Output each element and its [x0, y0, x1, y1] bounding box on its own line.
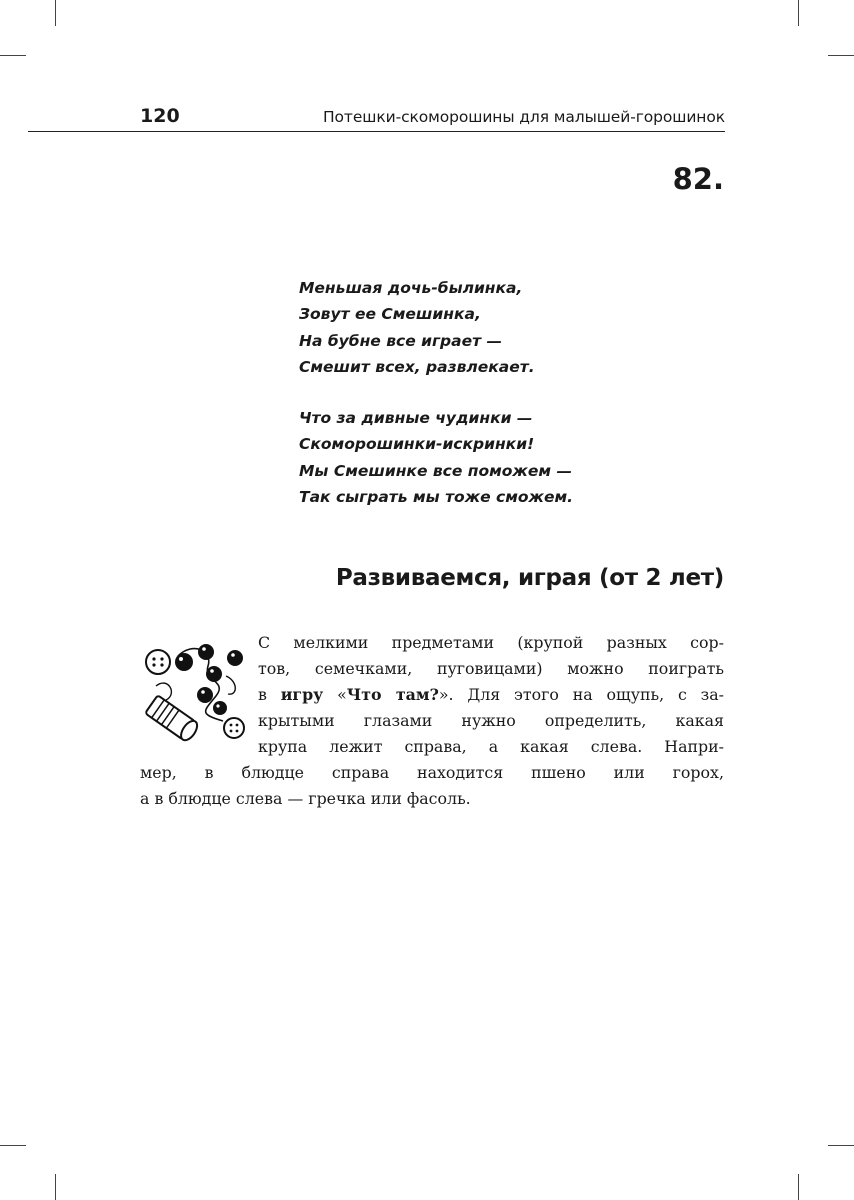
poem-line: На бубне все играет — [299, 331, 503, 350]
paragraph-line: крупа лежит справа, а какая слева. Напри- [258, 737, 724, 756]
running-title: Потешки-скоморошины для малышей-горошинок [322, 108, 725, 126]
crop-mark-left-top [0, 55, 26, 56]
paragraph-line: а в блюдце слева — гречка или фасоль. [140, 789, 471, 808]
section-paragraph [140, 630, 724, 812]
running-header [28, 103, 725, 132]
paragraph-line: крытыми глазами нужно определить, какая [258, 711, 724, 730]
paragraph-line: С мелкими предметами (крупой разных сор- [258, 633, 724, 652]
crop-mark-bottom-left [55, 1174, 56, 1200]
crop-mark-right-bottom [828, 1145, 854, 1146]
section-title: Развиваемся, играя (от 2 лет) [335, 565, 724, 591]
crop-mark-top-right [798, 0, 799, 26]
poem-line: Зовут ее Смешинка, [299, 305, 481, 324]
crop-mark-right-top [828, 55, 854, 56]
poem [299, 275, 573, 510]
page-number: 120 [140, 105, 180, 127]
poem-number: 82. [672, 162, 724, 196]
crop-mark-left-bottom [0, 1145, 26, 1146]
poem-line: Что за дивные чудинки — [299, 409, 533, 428]
poem-line: Мы Смешинке все поможем — [299, 461, 572, 480]
stanza-1 [299, 275, 573, 380]
stanza-2 [299, 405, 573, 510]
paragraph-line: в игру «Что там?». Для этого на ощупь, с за- [258, 685, 725, 704]
poem-line: Так сыграть мы тоже сможем. [299, 488, 574, 507]
poem-line: Смешит всех, развлекает. [299, 357, 535, 376]
paragraph-line: мер, в блюдце справа находится пшено или горох, [140, 763, 724, 782]
paragraph-line: тов, семечками, пуговицами) можно поиграть [258, 659, 724, 678]
poem-line: Меньшая дочь-былинка, [299, 279, 523, 297]
crop-mark-bottom-right [798, 1174, 799, 1200]
crop-mark-top-left [55, 0, 56, 26]
poem-line: Скоморошинки-искринки! [299, 435, 535, 454]
